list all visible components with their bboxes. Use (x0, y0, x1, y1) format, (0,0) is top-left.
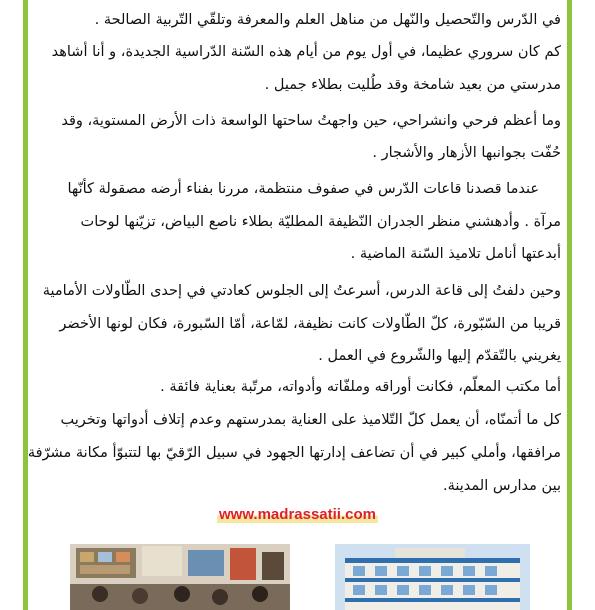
text-line: في الدّرس والتّحصيل والنّهل من مناهل العلم والمعرفة وتلقّي التّربية الصالحة . (94, 12, 561, 28)
watermark (0, 506, 595, 523)
text-line: كل ما أتمنّاه، أن يعمل كلّ التّلاميذ على العناية بمدرستهم وعدم إتلاف أدواتها وتخريب (60, 412, 561, 428)
text-line: مرآة . وأدهشني منظر الجدران النّظيفة المطليّة بطلاء ناصع البياض، تزيّنها لوحات (80, 214, 561, 230)
text-line: أما مكتب المعلّم، فكانت أوراقه وملفّاته وأدواته، مرتّبة بعناية فائقة . (160, 379, 561, 395)
text-line: مرافقها، وأملي كبير في أن تضاعف إدارتها الجهود في سبيل الرّقيّ بها لتتبوّأ مكانة مشرّفة (27, 445, 561, 461)
classroom-photo-image (70, 544, 290, 610)
text-line: كم كان سروري عظيما، في أول يوم من أيام هذه السّنة الدّراسية الجديدة، و أنا أشاهد (51, 44, 561, 60)
text-line: بين مدارس المدينة. (442, 478, 561, 494)
text-line: وحين دلفتُ إلى قاعة الدرس، أسرعتُ إلى الجلوس كعادتي في إحدى الطّاولات الأمامية (42, 283, 561, 299)
text-line: عندما قصدنا قاعات الدّرس في صفوف منتظمة، مررنا بفناء أرضه مصقولة كأنّها (67, 181, 539, 197)
text-line: وما أعظم فرحي وانشراحي، حين واجهتُ ساحتها الواسعة ذات الأرض المستوية، وقد (61, 113, 561, 129)
classroom-photo (70, 544, 290, 610)
school-building-image (335, 544, 530, 610)
text-line: أبدعتها أنامل تلاميذ السّنة الماضية . (350, 246, 561, 262)
watermark-url: www.madrassatii.com (218, 506, 376, 523)
school-building-photo (335, 544, 530, 610)
text-line: يغريني بالتّقدّم إليها والشّروع في العمل . (318, 348, 561, 364)
text-line: حُفّت بجوانبها الأزهار والأشجار . (372, 145, 561, 161)
text-line: مدرستي من بعيد شامخة وقد طُليت بطلاء جميل . (264, 77, 561, 93)
text-line: قريبا من السّبّورة، كلّ الطّاولات كانت نظيفة، لمّاعة، أمّا السّبورة، فكان لونها الأخضر (59, 316, 561, 332)
